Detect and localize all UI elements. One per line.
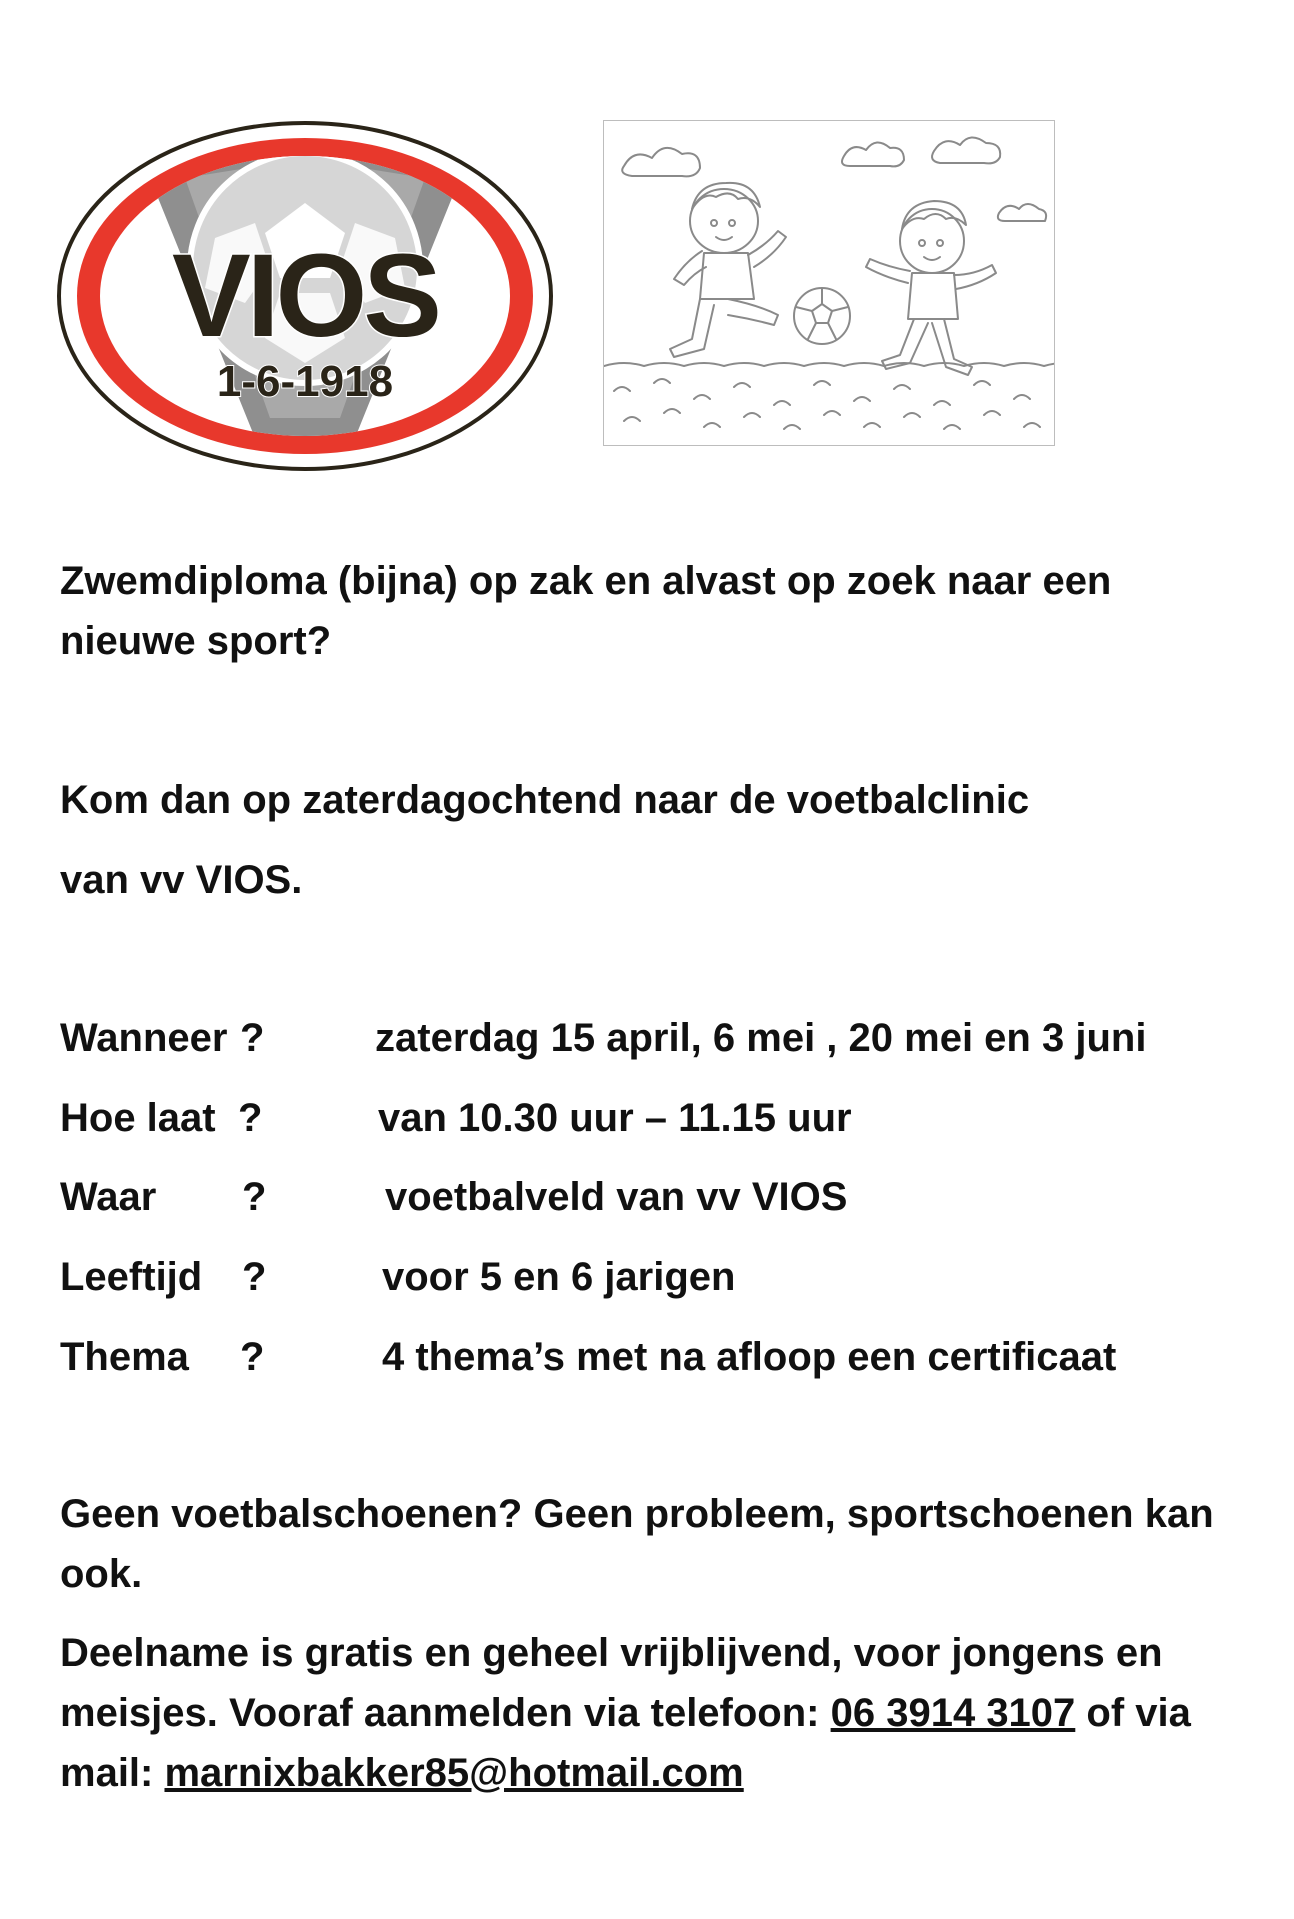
info-label: Leeftijd xyxy=(60,1255,203,1299)
info-label: Hoe laat xyxy=(60,1096,216,1140)
info-row-theme xyxy=(60,1327,1240,1387)
info-question-mark: ? xyxy=(240,1016,265,1060)
signup-note xyxy=(60,1623,1191,1803)
info-row-age xyxy=(60,1247,1240,1307)
email-link[interactable]: marnixbakker85@hotmail.com xyxy=(164,1751,744,1795)
info-row-where xyxy=(60,1167,1240,1227)
signup-text: meisjes. Vooraf aanmelden via telefoon: xyxy=(60,1691,831,1735)
signup-text-after: of via xyxy=(1075,1691,1191,1735)
signup-line-1: Deelname is gratis en geheel vrijblijvend, voor jongens en xyxy=(60,1631,1163,1675)
vios-logo xyxy=(55,118,555,473)
info-question-mark: ? xyxy=(240,1335,265,1379)
info-value: zaterdag 15 april, 6 mei , 20 mei en 3 juni xyxy=(375,1016,1147,1060)
mail-label: mail: xyxy=(60,1751,165,1795)
phone-link[interactable]: 06 3914 3107 xyxy=(830,1691,1076,1735)
shoes-note xyxy=(60,1484,1214,1604)
info-label: Wanneer xyxy=(60,1016,228,1060)
info-row-when xyxy=(60,1008,1240,1068)
intro-line-1: Zwemdiploma (bijna) op zak en alvast op zoek naar een xyxy=(60,559,1112,603)
info-question-mark: ? xyxy=(242,1175,267,1219)
info-label: Thema xyxy=(60,1335,189,1379)
info-value: voor 5 en 6 jarigen xyxy=(382,1255,736,1299)
shoes-line-2: ook. xyxy=(60,1552,143,1596)
info-question-mark: ? xyxy=(238,1096,263,1140)
signup-line-3 xyxy=(60,1743,1191,1803)
info-label: Waar xyxy=(60,1175,157,1219)
intro-line-2: nieuwe sport? xyxy=(60,619,332,663)
info-value: van 10.30 uur – 11.15 uur xyxy=(378,1096,852,1140)
info-row-time xyxy=(60,1088,1240,1148)
invite-line-1: Kom dan op zaterdagochtend naar de voetbalclinic xyxy=(60,778,1030,822)
logo-name: VIOS xyxy=(172,230,438,362)
signup-line-2 xyxy=(60,1683,1191,1743)
info-value: 4 thema’s met na afloop een certificaat xyxy=(382,1335,1117,1379)
intro-paragraph xyxy=(60,551,1111,671)
invite-line-2: van vv VIOS. xyxy=(60,858,303,902)
logo-date: 1-6-1918 xyxy=(216,357,394,406)
info-value: voetbalveld van vv VIOS xyxy=(385,1175,848,1219)
shoes-line-1: Geen voetbalschoenen? Geen probleem, sportschoenen kan xyxy=(60,1492,1214,1536)
kids-playing-football-illustration xyxy=(603,120,1055,446)
info-question-mark: ? xyxy=(242,1255,267,1299)
